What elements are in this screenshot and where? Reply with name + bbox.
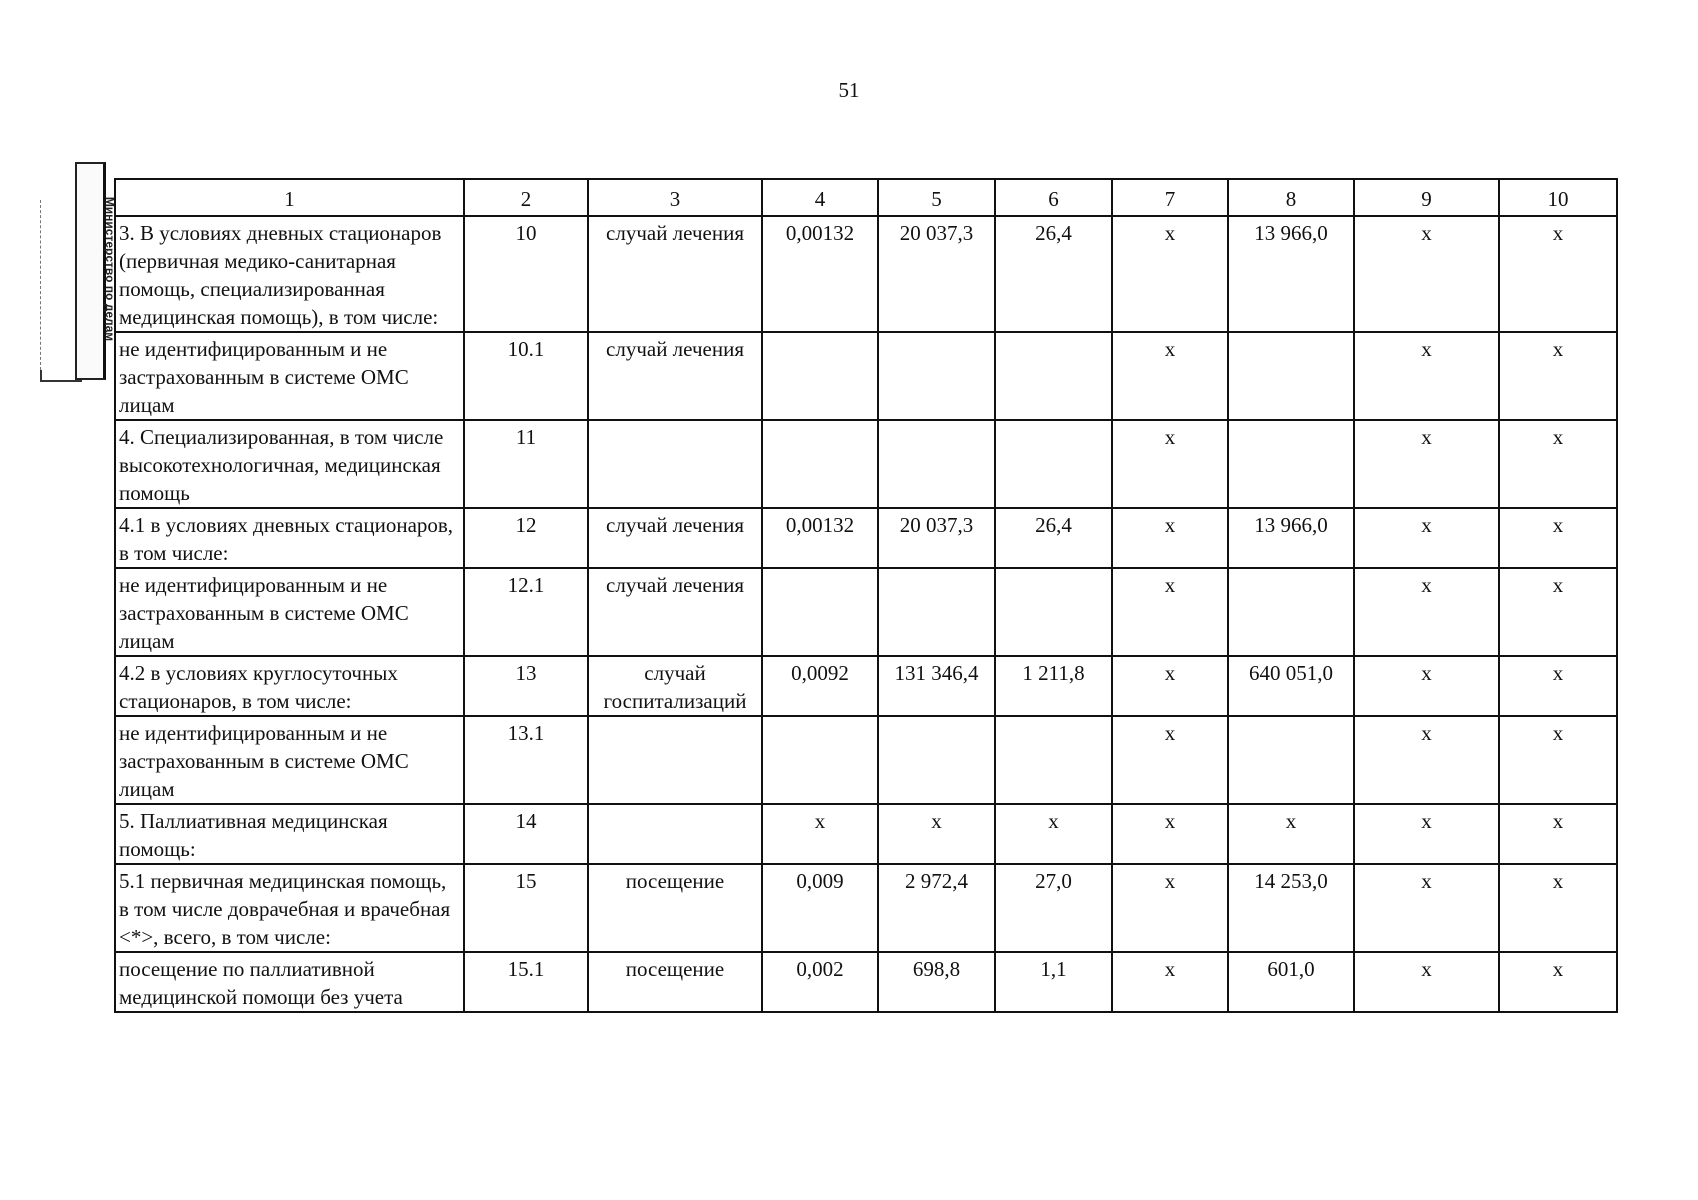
table-cell: 0,002 — [762, 952, 878, 1012]
table-cell — [1228, 420, 1354, 508]
table-cell: х — [1354, 656, 1499, 716]
table-row — [115, 716, 1617, 804]
table-cell — [1228, 568, 1354, 656]
table-cell: посещение — [588, 864, 762, 952]
column-header: 10 — [1499, 179, 1617, 216]
table-row — [115, 216, 1617, 332]
table-cell — [762, 568, 878, 656]
table-cell: 13 966,0 — [1228, 508, 1354, 568]
stamp-text: Министерство по делам — [103, 196, 117, 342]
table-cell: 1,1 — [995, 952, 1112, 1012]
table-cell — [878, 420, 995, 508]
table-row — [115, 568, 1617, 656]
table-cell: 0,00132 — [762, 216, 878, 332]
table-row — [115, 332, 1617, 420]
table-cell — [1228, 716, 1354, 804]
table-row — [115, 508, 1617, 568]
table-cell: х — [995, 804, 1112, 864]
table-cell: случай лечения — [588, 216, 762, 332]
table-cell: х — [1499, 508, 1617, 568]
table-cell: 1 211,8 — [995, 656, 1112, 716]
column-header: 5 — [878, 179, 995, 216]
table-cell: х — [1112, 952, 1228, 1012]
table-cell: случай лечения — [588, 508, 762, 568]
table-cell — [878, 716, 995, 804]
table-cell — [995, 332, 1112, 420]
table-cell: х — [1354, 864, 1499, 952]
column-header: 8 — [1228, 179, 1354, 216]
table-cell: 15.1 — [464, 952, 588, 1012]
row-label: 5. Паллиативная медицинская помощь: — [115, 804, 464, 864]
table-cell: 13.1 — [464, 716, 588, 804]
stamp-mark — [40, 370, 82, 382]
table-cell: 12.1 — [464, 568, 588, 656]
column-header: 2 — [464, 179, 588, 216]
table-cell: случай лечения — [588, 332, 762, 420]
table-cell: х — [1112, 568, 1228, 656]
table-cell: 13 — [464, 656, 588, 716]
table-cell: х — [1499, 216, 1617, 332]
table-cell: 640 051,0 — [1228, 656, 1354, 716]
table-row — [115, 952, 1617, 1012]
table-cell: 131 346,4 — [878, 656, 995, 716]
table-cell: 13 966,0 — [1228, 216, 1354, 332]
registration-stamp — [75, 162, 117, 380]
table-cell — [762, 332, 878, 420]
table-row — [115, 656, 1617, 716]
table-cell: 10.1 — [464, 332, 588, 420]
table-cell: 698,8 — [878, 952, 995, 1012]
table-cell: х — [1354, 508, 1499, 568]
row-label: 5.1 первичная медицинская помощь, в том числе доврачебная и врачебная <*>, всего, в том числе: — [115, 864, 464, 952]
table-cell — [878, 568, 995, 656]
table-cell: х — [878, 804, 995, 864]
row-label: не идентифицированным и не застрахованным в системе ОМС лицам — [115, 332, 464, 420]
table-cell: х — [1112, 656, 1228, 716]
table-cell: х — [1228, 804, 1354, 864]
table-cell: 0,0092 — [762, 656, 878, 716]
table-cell: 12 — [464, 508, 588, 568]
table-cell: х — [1112, 332, 1228, 420]
table-cell: х — [1354, 332, 1499, 420]
table-cell: посещение — [588, 952, 762, 1012]
table-cell: 26,4 — [995, 216, 1112, 332]
table-cell: х — [1499, 804, 1617, 864]
table-cell: х — [1354, 716, 1499, 804]
table-cell: х — [1354, 420, 1499, 508]
column-header: 9 — [1354, 179, 1499, 216]
table-header-row — [115, 179, 1617, 216]
column-header: 3 — [588, 179, 762, 216]
table-row — [115, 420, 1617, 508]
table-cell — [588, 804, 762, 864]
table-cell: х — [1354, 804, 1499, 864]
stamp-mark — [40, 200, 44, 370]
table-cell: х — [1354, 568, 1499, 656]
row-label: не идентифицированным и не застрахованным в системе ОМС лицам — [115, 716, 464, 804]
table-cell: х — [1499, 332, 1617, 420]
row-label: посещение по паллиативной медицинской помощи без учета — [115, 952, 464, 1012]
table-cell — [762, 716, 878, 804]
table-cell — [995, 420, 1112, 508]
table-cell — [588, 716, 762, 804]
table-cell: х — [1112, 508, 1228, 568]
table-cell: х — [1112, 716, 1228, 804]
row-label: 3. В условиях дневных стационаров (первичная медико-санитарная помощь, специализированная медицинская помощь), в том числе: — [115, 216, 464, 332]
table-cell: 15 — [464, 864, 588, 952]
column-header: 4 — [762, 179, 878, 216]
row-label: не идентифицированным и не застрахованным в системе ОМС лицам — [115, 568, 464, 656]
table-cell: х — [1499, 952, 1617, 1012]
table-cell: 601,0 — [1228, 952, 1354, 1012]
table-cell — [995, 568, 1112, 656]
table-row — [115, 864, 1617, 952]
table-cell: 0,00132 — [762, 508, 878, 568]
page-number: 51 — [838, 78, 860, 102]
table-cell — [878, 332, 995, 420]
column-header: 6 — [995, 179, 1112, 216]
table-cell: 14 253,0 — [1228, 864, 1354, 952]
table-cell: х — [1112, 420, 1228, 508]
table-cell: х — [1112, 864, 1228, 952]
table-cell — [1228, 332, 1354, 420]
table-cell: 20 037,3 — [878, 508, 995, 568]
row-label: 4.1 в условиях дневных стационаров, в том числе: — [115, 508, 464, 568]
table-cell: х — [1112, 804, 1228, 864]
table-row — [115, 804, 1617, 864]
table-cell: 14 — [464, 804, 588, 864]
table-cell: случай лечения — [588, 568, 762, 656]
column-header: 7 — [1112, 179, 1228, 216]
table-cell: х — [1499, 716, 1617, 804]
table-cell: 0,009 — [762, 864, 878, 952]
table-cell — [762, 420, 878, 508]
table-cell: случай госпитализаций — [588, 656, 762, 716]
table-cell: 20 037,3 — [878, 216, 995, 332]
table-cell: х — [762, 804, 878, 864]
table-cell: 26,4 — [995, 508, 1112, 568]
column-header: 1 — [115, 179, 464, 216]
table-cell: 27,0 — [995, 864, 1112, 952]
data-table — [114, 178, 1618, 1013]
table-cell: х — [1499, 864, 1617, 952]
table-cell: х — [1499, 656, 1617, 716]
table-cell: 2 972,4 — [878, 864, 995, 952]
table-cell — [588, 420, 762, 508]
table-cell: х — [1354, 216, 1499, 332]
table-cell: х — [1354, 952, 1499, 1012]
row-label: 4. Специализированная, в том числе высокотехнологичная, медицинская помощь — [115, 420, 464, 508]
table-cell: х — [1112, 216, 1228, 332]
table-cell — [995, 716, 1112, 804]
table-cell: 10 — [464, 216, 588, 332]
table-cell: 11 — [464, 420, 588, 508]
table-cell: х — [1499, 420, 1617, 508]
row-label: 4.2 в условиях круглосуточных стационаров, в том числе: — [115, 656, 464, 716]
table-cell: х — [1499, 568, 1617, 656]
